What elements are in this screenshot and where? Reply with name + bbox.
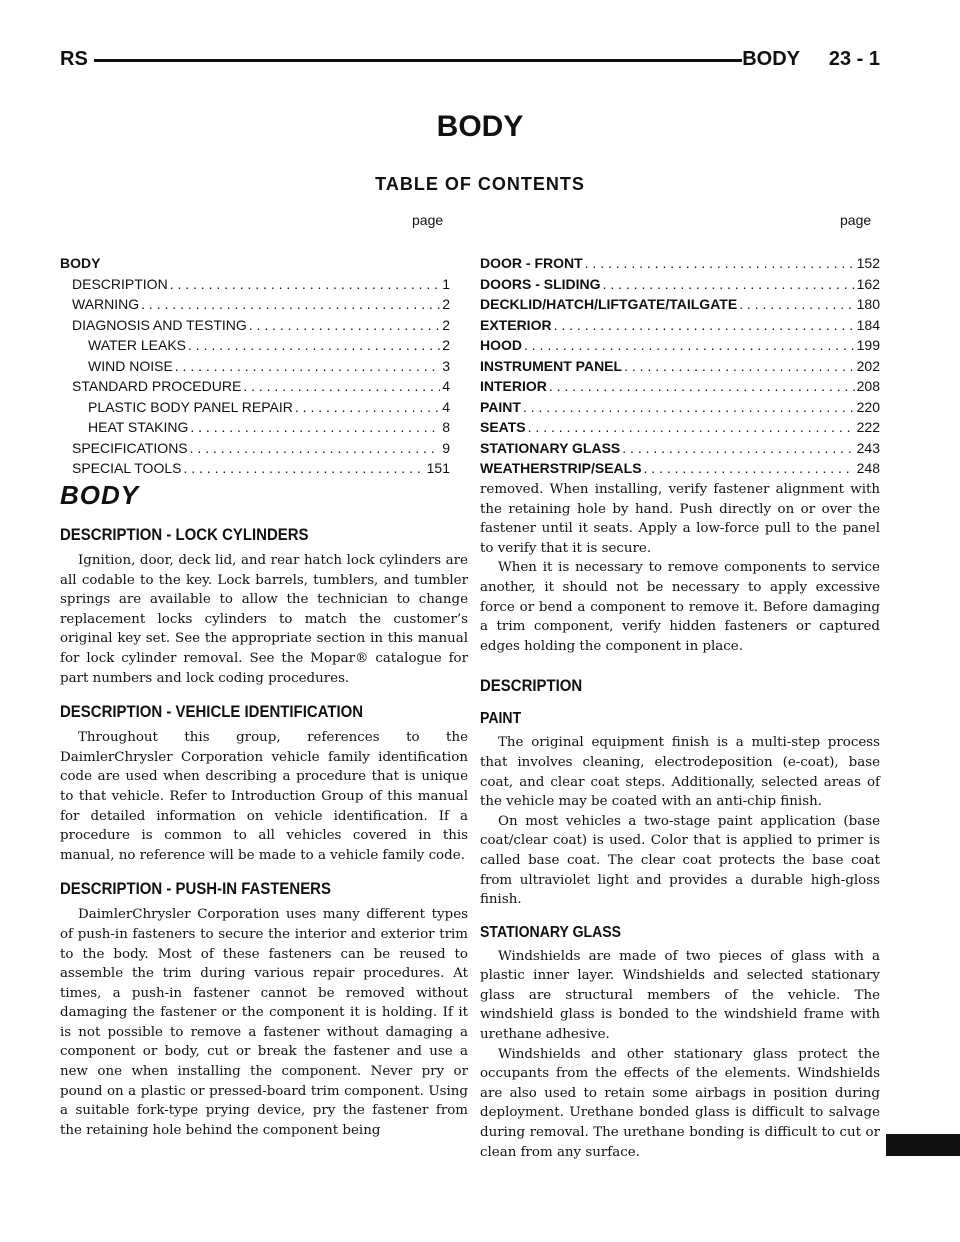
toc-entry[interactable] xyxy=(480,358,880,379)
toc-entry-page: 202 xyxy=(856,357,880,374)
push-in-paragraph: DaimlerChrysler Corporation uses many different types of push-in fasteners to secure the interior and exterior trim to the body. Most of these fasteners can be reused to assemble the trim during various repair procedures. At times, a push-in fastener cannot be removed without damaging the fastener or the component it is holding. If it is not possible to remove a fastener without damaging a component or body, cut or break the fastener and use a new one when installing the component. Never pry or pound on a plastic or pressed-board trim component. Using a suitable fork-type prying device, pry the fastener from the retaining hole behind the component being xyxy=(60,907,468,1138)
vehicle-id-heading: DESCRIPTION - VEHICLE IDENTIFICATION xyxy=(60,702,364,722)
toc-entry[interactable] xyxy=(480,337,880,358)
toc-leader-dots xyxy=(603,276,855,292)
toc-page-label-right: page xyxy=(840,212,872,228)
toc-entry[interactable] xyxy=(60,440,450,461)
toc-entry-title: INSTRUMENT PANEL xyxy=(480,357,623,374)
toc-entry-page: 3 xyxy=(442,357,450,374)
toc-entry[interactable] xyxy=(480,440,880,461)
toc-leader-dots xyxy=(295,399,440,415)
toc-entry-page: 2 xyxy=(442,316,450,333)
section-name: BODY xyxy=(742,48,800,70)
glass-paragraph-2: Windshields and other stationary glass protect the occupants from the effects of the elements. Windshields are also used to retain some airbags in position during deployment. Urethane bonded glass is difficult to salvage during removal. The urethane bonding is difficult to cut or clean from any surface. xyxy=(480,1046,880,1160)
right-text-column xyxy=(480,480,880,1162)
toc-leader-dots xyxy=(739,296,854,312)
toc-entry-title: HOOD xyxy=(480,337,522,353)
toc-leader-dots xyxy=(175,358,440,374)
toc-entry[interactable] xyxy=(60,255,450,276)
glass-heading: STATIONARY GLASS xyxy=(480,923,622,941)
toc-entry[interactable] xyxy=(480,276,880,297)
toc-leader-dots xyxy=(523,399,855,415)
toc-entry-page: 180 xyxy=(856,296,880,312)
toc-entry-title: SPECIFICATIONS xyxy=(72,439,188,456)
toc-leader-dots xyxy=(170,276,441,292)
toc-entry[interactable] xyxy=(60,419,450,440)
toc-leader-dots xyxy=(644,460,855,476)
paint-paragraph-1: The original equipment finish is a multi-step process that involves cleaning, electrodeposition (e-coat), base coat, and clear coat steps. Additionally, selected areas of the vehicle may be coated with an anti-chip finish. xyxy=(480,735,880,810)
toc-entry-page: 208 xyxy=(856,378,880,394)
toc-entry[interactable] xyxy=(480,317,880,338)
paint-heading: PAINT xyxy=(480,710,522,728)
toc-entry-page: 152 xyxy=(856,255,880,271)
toc-entry-page: 220 xyxy=(856,398,880,415)
body-heading: BODY xyxy=(60,480,140,510)
toc-leader-dots xyxy=(554,317,855,333)
toc-leader-dots xyxy=(190,419,440,435)
toc-entry[interactable] xyxy=(480,296,880,317)
toc-entry[interactable] xyxy=(60,460,450,481)
toc-entry[interactable] xyxy=(60,337,450,358)
toc-entry-page: 1 xyxy=(442,275,450,292)
toc-entry[interactable] xyxy=(60,276,450,297)
toc-entry-page: 184 xyxy=(856,316,880,333)
toc-entry-title: EXTERIOR xyxy=(480,316,552,333)
toc-entry-title: SPECIAL TOOLS xyxy=(72,460,182,476)
lock-cylinders-heading: DESCRIPTION - LOCK CYLINDERS xyxy=(60,525,309,544)
left-text-column xyxy=(60,480,468,1140)
toc-entry[interactable] xyxy=(480,255,880,276)
toc-entry-page: 2 xyxy=(442,337,450,353)
toc-leader-dots xyxy=(188,337,440,353)
toc-heading: TABLE OF CONTENTS xyxy=(375,174,585,194)
manual-code: RS xyxy=(60,48,88,70)
toc-entry-title: WATER LEAKS xyxy=(88,337,187,353)
toc-entry-title: PAINT xyxy=(480,398,521,415)
glass-paragraph-1: Windshields are made of two pieces of glass with a plastic inner layer. Windshields and selected stationary glass are structural members of the vehicle. The windshield glass is bonded to the windshield frame with urethane adhesive. xyxy=(480,948,880,1043)
toc-entry-title: DOORS - SLIDING xyxy=(480,275,601,292)
toc-entry-title: WIND NOISE xyxy=(88,357,173,374)
toc-leader-dots xyxy=(243,378,440,394)
toc-entry[interactable] xyxy=(60,399,450,420)
toc-entry-title: STANDARD PROCEDURE xyxy=(72,378,242,394)
push-in-heading: DESCRIPTION - PUSH-IN FASTENERS xyxy=(60,879,331,899)
push-in-paragraph-continued: removed. When installing, verify fastener alignment with the retaining hole by hand. Push directly on or over the fastener until it seats. Apply a low-force pull to the panel to verify that it is secure. xyxy=(480,482,880,556)
toc-entry-page: 8 xyxy=(442,419,450,435)
push-in-paragraph-2: When it is necessary to remove components to service another, it should not be necessary to apply excessive force or bend a component to remove it. Before damaging a trim component, verify hidden fasteners or captured edges holding the component in place. xyxy=(480,560,880,654)
toc-leader-dots xyxy=(624,358,855,374)
toc-entry-title: SEATS xyxy=(480,419,526,435)
toc-entry-title: WEATHERSTRIP/SEALS xyxy=(480,460,642,476)
toc-entry-page: 9 xyxy=(442,439,450,456)
toc-entry-title: INTERIOR xyxy=(480,378,547,394)
toc-leader-dots xyxy=(528,419,855,435)
section-thumb-tab xyxy=(886,1134,960,1156)
toc-entry-page: 162 xyxy=(856,275,880,292)
toc-entry-page: 151 xyxy=(426,460,450,476)
toc-entry[interactable] xyxy=(480,378,880,399)
toc-entry-page: 248 xyxy=(856,460,880,476)
page-title: BODY xyxy=(436,110,524,143)
toc-entry[interactable] xyxy=(60,296,450,317)
toc-entry-title: WARNING xyxy=(72,296,140,312)
toc-leader-dots xyxy=(524,337,855,353)
vehicle-id-paragraph: Throughout this group, references to the DaimlerChrysler Corporation vehicle family identification code are used when describing a procedure that is unique to that vehicle. Refer to Introduction Group of this manual for detailed information on vehicle identification. If a procedure is common to all vehicles covered in this manual, no reference will be made to a vehicle family code. xyxy=(60,730,468,863)
toc-entry[interactable] xyxy=(60,378,450,399)
toc-entry-title: STATIONARY GLASS xyxy=(480,439,621,456)
toc-left-column xyxy=(60,255,450,481)
toc-leader-dots xyxy=(585,255,855,271)
toc-entry-page: 243 xyxy=(856,439,880,456)
header-rule xyxy=(94,59,742,62)
toc-leader-dots xyxy=(249,317,440,333)
toc-entry[interactable] xyxy=(480,399,880,420)
toc-entry-page: 4 xyxy=(442,378,450,394)
description-heading: DESCRIPTION xyxy=(480,676,583,696)
toc-right-column xyxy=(480,255,880,481)
toc-entry-title: HEAT STAKING xyxy=(88,419,189,435)
toc-entry-page: 199 xyxy=(856,337,880,353)
toc-entry-title: PLASTIC BODY PANEL REPAIR xyxy=(88,398,293,415)
toc-leader-dots xyxy=(183,460,424,476)
toc-entry[interactable] xyxy=(60,317,450,338)
toc-entry[interactable] xyxy=(480,419,880,440)
toc-entry[interactable] xyxy=(60,358,450,379)
page-number: 23 - 1 xyxy=(828,48,880,70)
toc-leader-dots xyxy=(549,378,855,394)
toc-entry-page: 222 xyxy=(856,419,880,435)
lock-cylinders-paragraph: Ignition, door, deck lid, and rear hatch lock cylinders are all codable to the key. Lock barrels, tumblers, and tumbler springs are available to allow the technician to change replacement locks cylinders to match the customer’s original key set. See the appropriate section in this manual for lock cylinder removal. See the Mopar® catalogue for part numbers and lock coding procedures. xyxy=(60,553,468,686)
toc-page-label-left: page xyxy=(412,212,444,228)
toc-entry-title: DESCRIPTION xyxy=(72,275,168,292)
toc-entry-title: DIAGNOSIS AND TESTING xyxy=(72,316,247,333)
page-header xyxy=(60,44,880,78)
paint-paragraph-2: On most vehicles a two-stage paint application (base coat/clear coat) is used. Color that is applied to primer is called base coat. The clear coat protects the base coat from ultraviolet light and provides a durable high-gloss finish. xyxy=(480,813,880,908)
toc-entry-title: DECKLID/HATCH/LIFTGATE/TAILGATE xyxy=(480,296,738,312)
toc-leader-dots xyxy=(141,296,440,312)
toc-entry[interactable] xyxy=(480,460,880,481)
toc-leader-dots xyxy=(190,440,441,456)
toc-entry-page: 2 xyxy=(442,296,450,312)
toc-entry-title: DOOR - FRONT xyxy=(480,255,583,271)
toc-entry-page: 4 xyxy=(442,398,450,415)
toc-entry-title: BODY xyxy=(60,255,101,271)
toc-leader-dots xyxy=(622,440,854,456)
